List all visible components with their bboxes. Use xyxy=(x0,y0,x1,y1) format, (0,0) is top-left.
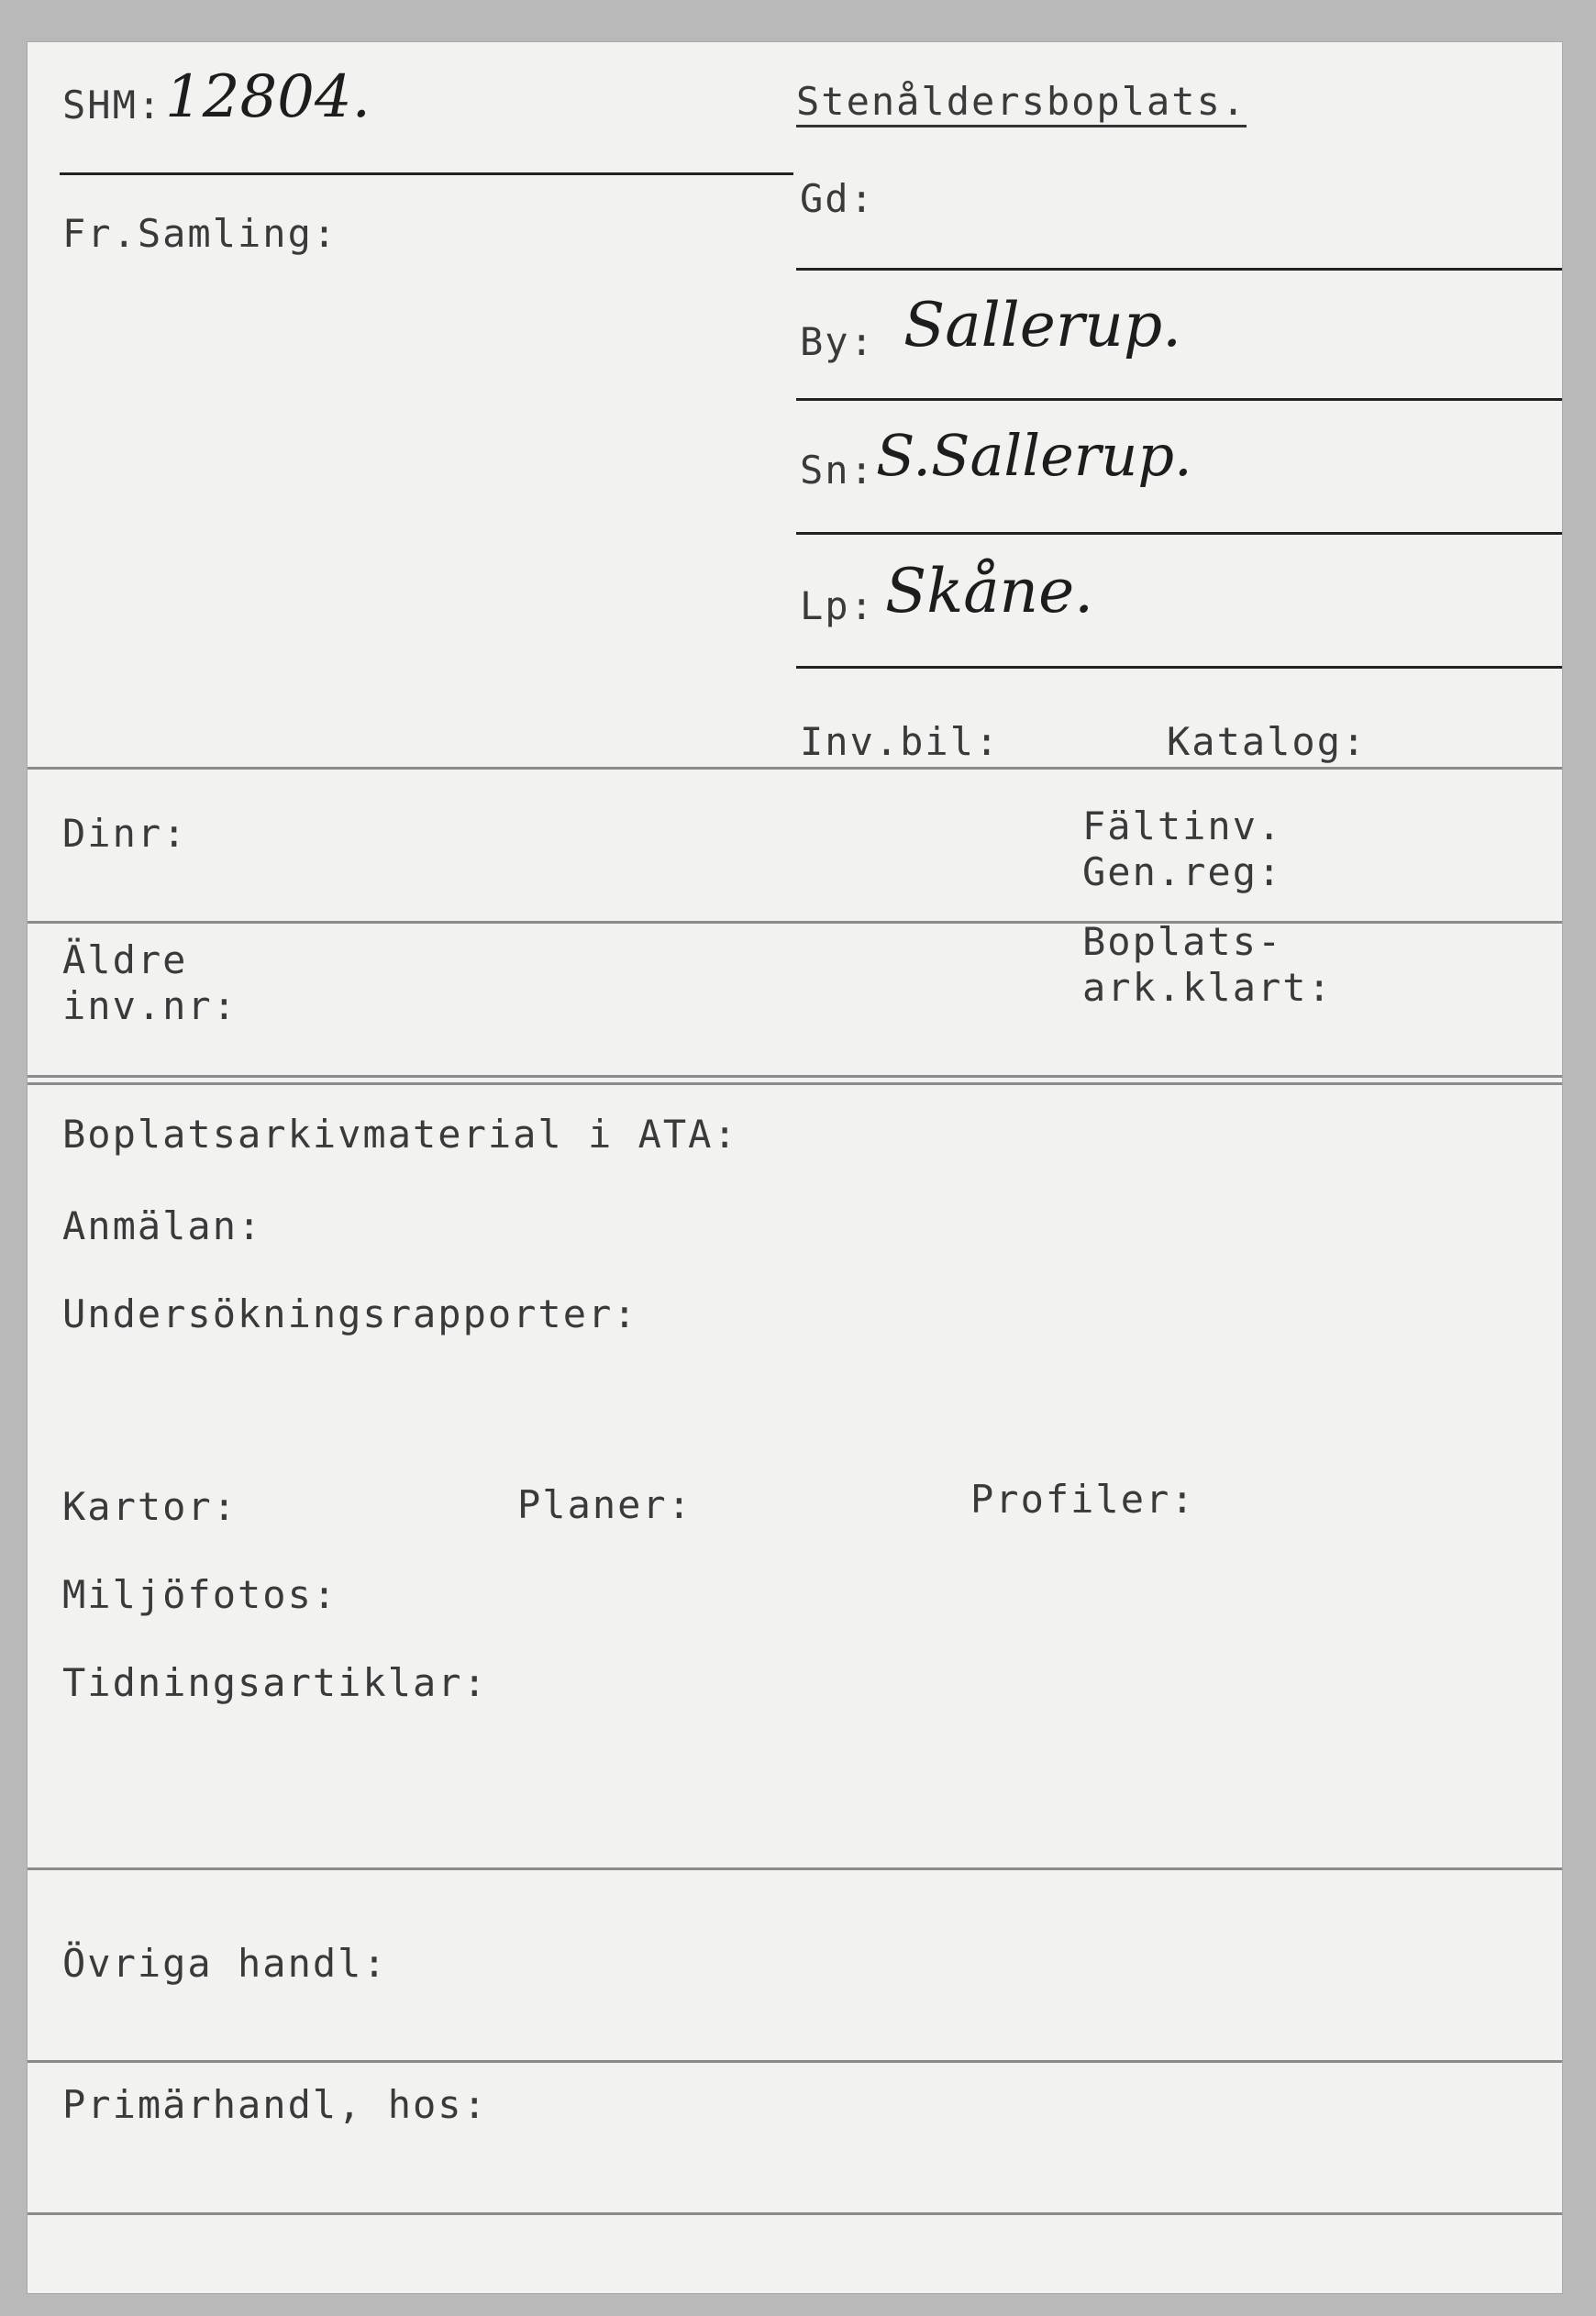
gd-label: Gd: xyxy=(800,176,875,221)
inv-nr-label: inv.nr: xyxy=(62,983,238,1028)
ovriga-handl-label: Övriga handl: xyxy=(62,1941,388,1986)
section-rule-3b xyxy=(28,1082,1562,1085)
planer-label: Planer: xyxy=(517,1482,693,1527)
section-rule-1 xyxy=(28,767,1562,770)
shm-label: SHM: xyxy=(62,83,163,127)
section-rule-6 xyxy=(28,2212,1562,2215)
kartor-label: Kartor: xyxy=(62,1484,238,1529)
lp-rule xyxy=(796,666,1562,669)
gd-rule xyxy=(796,268,1562,271)
category-title: Stenåldersboplats. xyxy=(796,83,1247,127)
section-rule-4 xyxy=(28,1867,1562,1870)
fr-samling-label: Fr.Samling: xyxy=(62,211,338,256)
section-rule-3a xyxy=(28,1075,1562,1078)
sn-rule xyxy=(796,532,1562,535)
miljofotos-label: Miljöfotos: xyxy=(62,1572,338,1617)
by-value: Sallerup. xyxy=(903,290,1182,360)
undersokning-label: Undersökningsrapporter: xyxy=(62,1291,638,1336)
catalog-card xyxy=(28,42,1562,2293)
boplatsarkiv-label: Boplatsarkivmaterial i ATA: xyxy=(62,1112,738,1157)
section-rule-5 xyxy=(28,2060,1562,2063)
shm-number: 12804. xyxy=(165,63,371,131)
lp-value: Skåne. xyxy=(885,556,1094,626)
boplats-label: Boplats- xyxy=(1082,919,1283,964)
by-label: By: xyxy=(800,319,875,364)
tidningsartiklar-label: Tidningsartiklar: xyxy=(62,1660,488,1705)
by-rule xyxy=(796,398,1562,401)
inv-bil-label: Inv.bil: xyxy=(800,719,1001,764)
aldre-label: Äldre xyxy=(62,937,188,982)
ark-klart-label: ark.klart: xyxy=(1082,965,1333,1010)
profiler-label: Profiler: xyxy=(970,1477,1196,1522)
anmalan-label: Anmälan: xyxy=(62,1203,263,1248)
sn-label: Sn: xyxy=(800,448,875,493)
faltinv-label: Fältinv. xyxy=(1082,803,1283,848)
dinr-label: Dinr: xyxy=(62,811,188,856)
gen-reg-label: Gen.reg: xyxy=(1082,849,1283,894)
primarhandl-label: Primärhandl, hos: xyxy=(62,2082,488,2127)
section-rule-2 xyxy=(28,921,1562,924)
header-rule xyxy=(60,172,793,175)
katalog-label: Katalog: xyxy=(1167,719,1368,764)
lp-label: Lp: xyxy=(800,583,875,628)
sn-value: S.Sallerup. xyxy=(876,422,1192,489)
